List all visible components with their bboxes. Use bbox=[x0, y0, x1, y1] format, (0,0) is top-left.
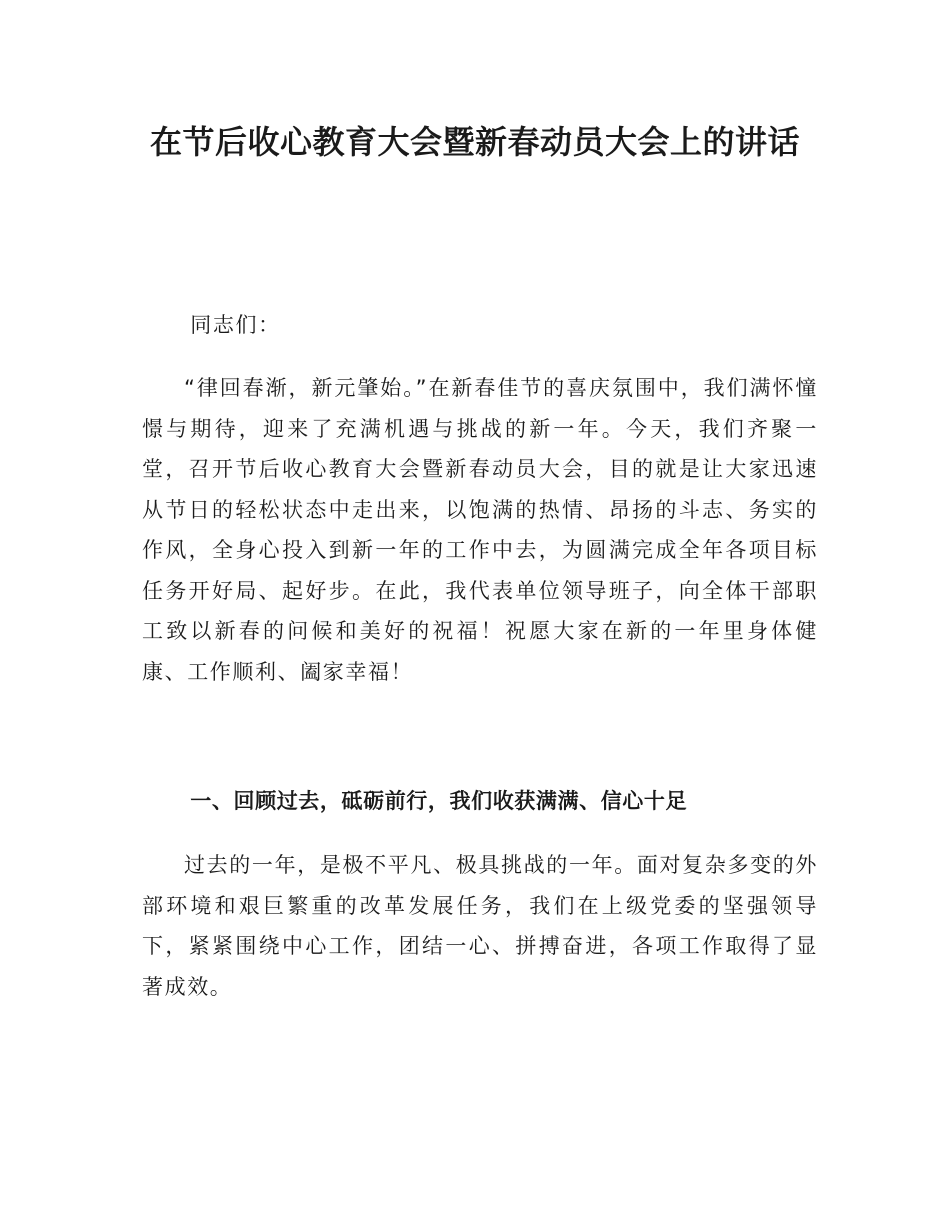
section-heading: 一、回顾过去，砥砺前行，我们收获满满、信心十足 bbox=[190, 789, 688, 813]
opening-paragraph: “律回春渐，新元肇始。”在新春佳节的喜庆氛围中，我们满怀憧憬与期待，迎来了充满机遇与挑战的新一年。今天，我们齐聚一堂，召开节后收心教育大会暨新春动员大会，目的就是让大家迅速从节日的轻松状态中走出来，以饱满的热情、昂扬的斗志、务实的作风，全身心投入到新一年的工作中去，为圆满完成全年各项目标任务开好局、起好步。在此，我代表单位领导班子，向全体干部职工致以新春的问候和美好的祝福！祝愿大家在新的一年里身体健康、工作顺利、阖家幸福！ bbox=[142, 376, 818, 684]
section-paragraph: 过去的一年，是极不平凡、极具挑战的一年。面对复杂多变的外部环境和艰巨繁重的改革发展任务，我们在上级党委的坚强领导下，紧紧围绕中心工作，团结一心、拼搏奋进，各项工作取得了显著成效。 bbox=[142, 853, 818, 999]
salutation: 同志们： bbox=[190, 313, 281, 337]
document-title: 在节后收心教育大会暨新春动员大会上的讲话 bbox=[149, 123, 800, 161]
